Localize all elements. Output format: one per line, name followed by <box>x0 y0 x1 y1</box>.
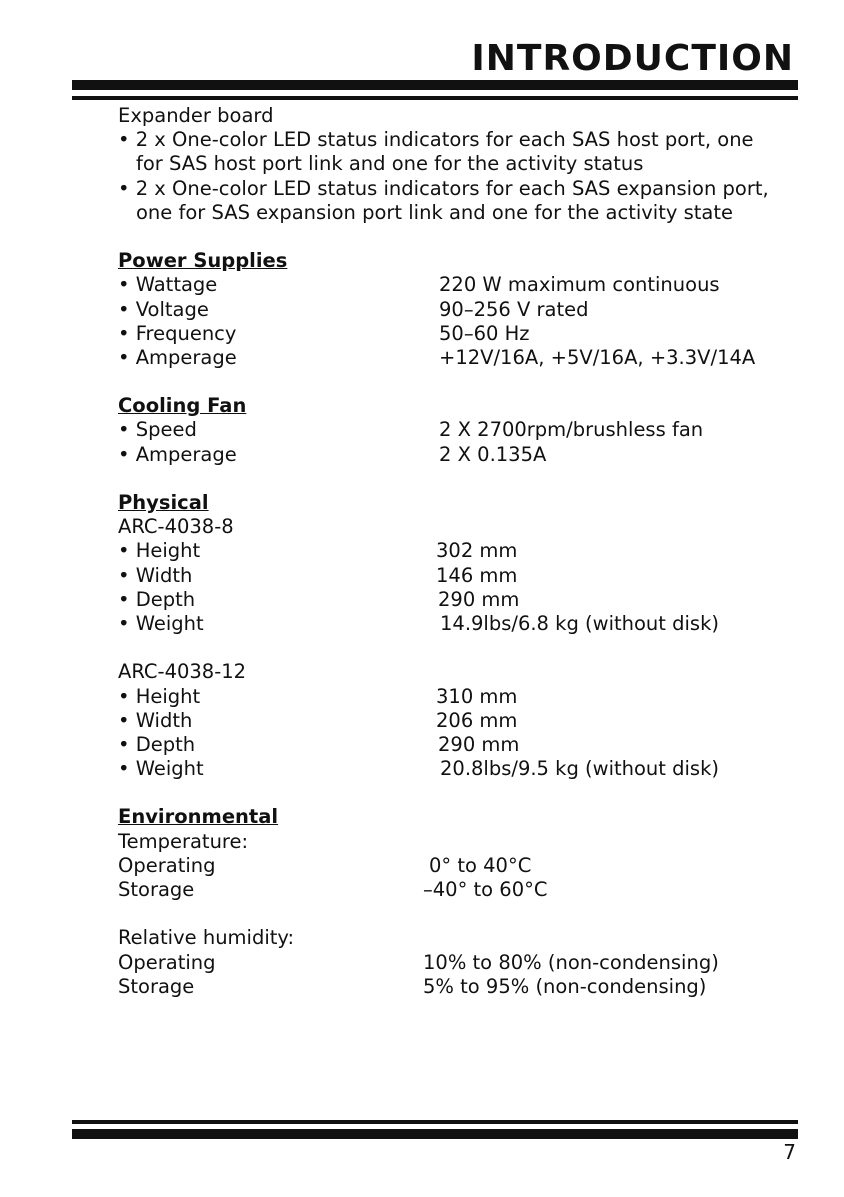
spec-row <box>118 854 808 878</box>
physical-heading: Physical <box>118 491 209 514</box>
spec-value: 50–60 Hz <box>439 321 530 345</box>
expander-item-2-line-1: • 2 x One-color LED status indicators for each SAS expansion port, <box>118 176 769 200</box>
spec-row <box>118 298 808 322</box>
spec-label: • Amperage <box>118 345 237 369</box>
spec-row <box>118 564 808 588</box>
spec-value: 5% to 95% (non-condensing) <box>423 974 707 998</box>
spec-label: • Width <box>118 563 193 587</box>
spec-row <box>118 709 808 733</box>
spec-label: • Width <box>118 708 193 732</box>
spec-label: • Height <box>118 539 201 563</box>
spec-value: +12V/16A, +5V/16A, +3.3V/14A <box>439 345 756 369</box>
spec-value: 206 mm <box>436 708 518 732</box>
spec-label: Storage <box>118 878 195 901</box>
spec-row <box>118 878 808 902</box>
spec-value: 14.9lbs/6.8 kg (without disk) <box>440 611 719 635</box>
expander-item-1-line-1: • 2 x One-color LED status indicators for each SAS host port, one <box>118 128 754 152</box>
header-rule-thin <box>72 96 798 100</box>
spec-row <box>118 539 808 563</box>
spec-row <box>118 273 808 297</box>
temperature-label: Temperature: <box>118 829 249 853</box>
spec-value: 146 mm <box>436 563 518 587</box>
spec-row <box>118 443 808 467</box>
spec-label: • Weight <box>118 611 204 635</box>
spec-label: Storage <box>118 974 195 998</box>
spec-label: Operating <box>118 853 216 877</box>
spec-label: • Wattage <box>118 273 218 297</box>
model-name: ARC-4038-12 <box>118 660 247 684</box>
spec-row <box>118 757 808 781</box>
spec-row <box>118 975 808 999</box>
environmental-heading: Environmental <box>118 805 279 829</box>
spec-value: 290 mm <box>438 587 520 611</box>
spec-label: • Weight <box>118 757 204 781</box>
spec-row <box>118 951 808 975</box>
spec-label: • Frequency <box>118 321 237 345</box>
spec-row <box>118 588 808 612</box>
page-number: 7 <box>783 1140 796 1164</box>
spec-content <box>118 104 808 999</box>
spec-row <box>118 685 808 709</box>
spec-value: –40° to 60°C <box>423 878 548 901</box>
spec-label: • Speed <box>118 418 197 442</box>
spec-label: • Voltage <box>118 297 209 321</box>
spec-value: 0° to 40°C <box>429 853 532 877</box>
model-name: ARC-4038-8 <box>118 515 234 539</box>
spec-value: 302 mm <box>436 539 518 563</box>
spec-row <box>118 612 808 636</box>
expander-item-2-line-2: one for SAS expansion port link and one for the activity state <box>136 200 734 224</box>
spec-value: 310 mm <box>436 684 518 708</box>
spec-label: • Height <box>118 684 201 708</box>
spec-label: • Depth <box>118 587 196 611</box>
power-supplies-heading: Power Supplies <box>118 249 288 273</box>
humidity-label: Relative humidity: <box>118 926 295 950</box>
header-rule-thick <box>72 80 798 90</box>
spec-row <box>118 322 808 346</box>
spec-row <box>118 346 808 370</box>
cooling-fan-heading: Cooling Fan <box>118 394 247 418</box>
page-title: INTRODUCTION <box>471 38 794 79</box>
spec-label: Operating <box>118 950 216 974</box>
spec-label: • Amperage <box>118 442 237 466</box>
expander-label: Expander board <box>118 104 274 127</box>
spec-value: 2 X 2700rpm/brushless fan <box>439 418 704 442</box>
spec-value: 290 mm <box>438 732 520 756</box>
footer-rule-thin <box>72 1120 798 1124</box>
spec-value: 10% to 80% (non-condensing) <box>423 950 719 974</box>
spec-label: • Depth <box>118 732 196 756</box>
footer-rule-thick <box>72 1129 798 1139</box>
spec-row <box>118 733 808 757</box>
expander-item-1-line-2: for SAS host port link and one for the activity status <box>136 152 644 176</box>
spec-value: 2 X 0.135A <box>439 442 547 466</box>
spec-value: 90–256 V rated <box>439 297 589 321</box>
spec-row <box>118 418 808 442</box>
spec-value: 220 W maximum continuous <box>439 273 720 297</box>
spec-value: 20.8lbs/9.5 kg (without disk) <box>440 757 719 781</box>
